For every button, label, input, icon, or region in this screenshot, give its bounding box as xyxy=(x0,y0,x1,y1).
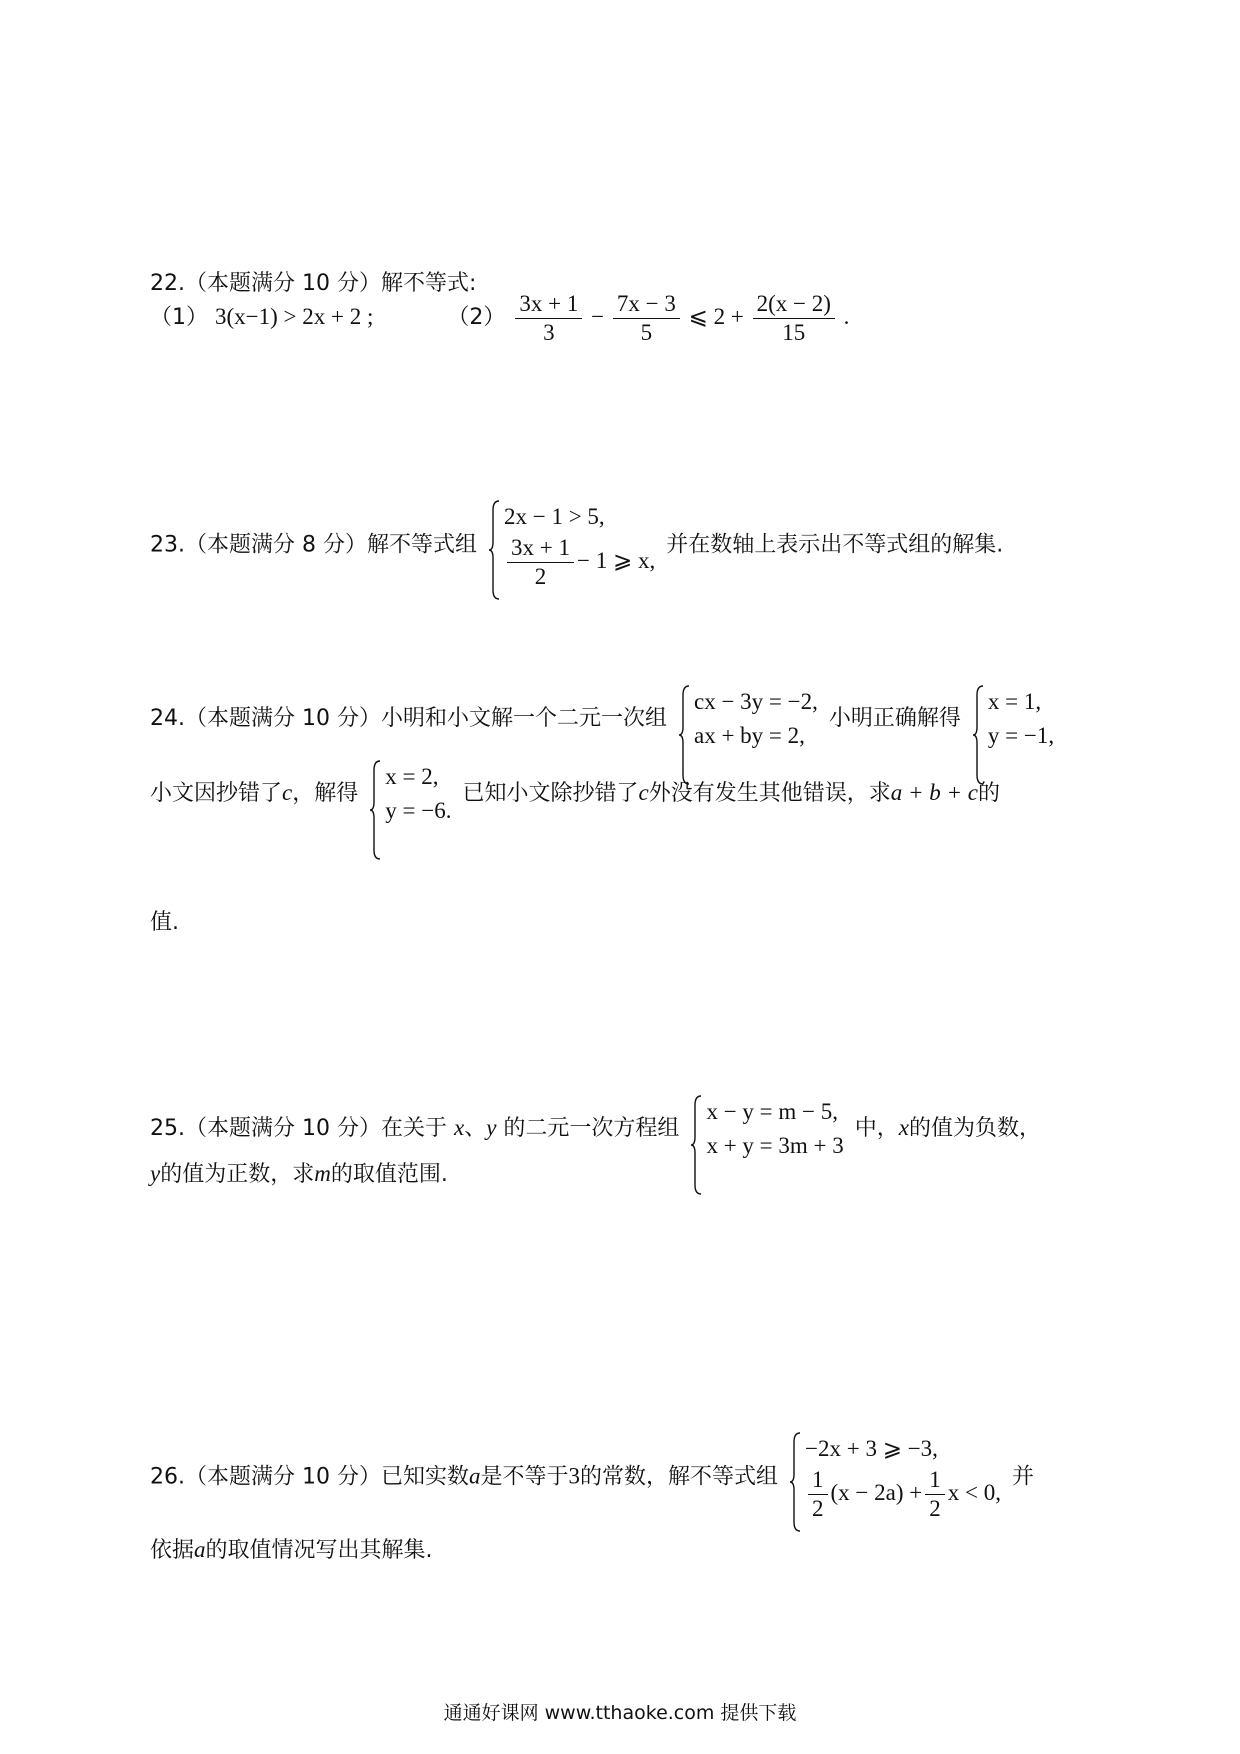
page-footer: 通通好课网 www.tthaoke.com 提供下载 xyxy=(443,1702,797,1724)
q25-line2: y的值为正数，求m的取值范围. xyxy=(150,1161,448,1187)
fraction: $\frac{2(x - 2)}{15}$ xyxy=(753,290,835,347)
q26-line1: 26.（本题满分 10 分）已知实数a是不等于3的常数，解不等式组 −2x + 3 ⩾ −3, $\frac{1}{2}$ (x − 2a) + $\frac{1}{2}$ x < 0, 并 xyxy=(150,1432,1034,1523)
q22-part2-expr: $\frac{3x + 1}{3}$ − $\frac{7x - 3}{5}$ ⩽ 2 + $\frac{2(x - 2)}{15}$ . xyxy=(512,304,849,329)
brace-icon xyxy=(690,1095,702,1195)
q22-parts: （1） 3(x−1) > 2x + 2 ; （2） $\frac{3x + 1}{3}$ − $\frac{7x - 3}{5}$ ⩽ 2 + $\frac{2(x - 2)}{15}$ . xyxy=(150,291,850,345)
q24-line3: 值. xyxy=(150,910,179,935)
q24-system2: x = 1, y = −1, xyxy=(972,685,1054,753)
q23-line: 23.（本题满分 8 分）解不等式组 2x − 1 > 5, $\frac{3x + 1}{2}$ − 1 ⩾ x, 并在数轴上表示出不等式组的解集. xyxy=(150,500,1003,591)
fraction: $\frac{7x - 3}{5}$ xyxy=(613,290,680,347)
q25-line1: 25.（本题满分 10 分）在关于 x、y 的二元一次方程组 x − y = m − 5, x + y = 3m + 3 中，x的值为负数， xyxy=(150,1095,1041,1163)
q25-system: x − y = m − 5, x + y = 3m + 3 xyxy=(690,1095,843,1163)
q24-system3: x = 2, y = −6. xyxy=(369,760,451,828)
brace-icon xyxy=(488,500,500,600)
q24-line1: 24.（本题满分 10 分）小明和小文解一个二元一次组 cx − 3y = −2, ax + by = 2, 小明正确解得 x = 1, y = −1, xyxy=(150,685,1058,753)
brace-icon xyxy=(789,1432,801,1532)
q26-system: −2x + 3 ⩾ −3, $\frac{1}{2}$ (x − 2a) + $\frac{1}{2}$ x < 0, xyxy=(789,1432,1001,1523)
q22-heading: 22.（本题满分 10 分）解不等式: xyxy=(150,271,477,296)
fraction: $\frac{3x + 1}{3}$ xyxy=(515,290,582,347)
q24-line2: 小文因抄错了c，解得 x = 2, y = −6. 已知小文除抄错了c外没有发生其他错误，求a + b + c的 xyxy=(150,760,1000,828)
q23-system: 2x − 1 > 5, $\frac{3x + 1}{2}$ − 1 ⩾ x, xyxy=(488,500,655,591)
brace-icon xyxy=(369,760,381,860)
q22-part1-expr: 3(x−1) > 2x + 2 ; xyxy=(215,303,374,329)
q24-system1: cx − 3y = −2, ax + by = 2, xyxy=(678,685,818,753)
q26-line2: 依据a的取值情况写出其解集. xyxy=(150,1537,433,1563)
